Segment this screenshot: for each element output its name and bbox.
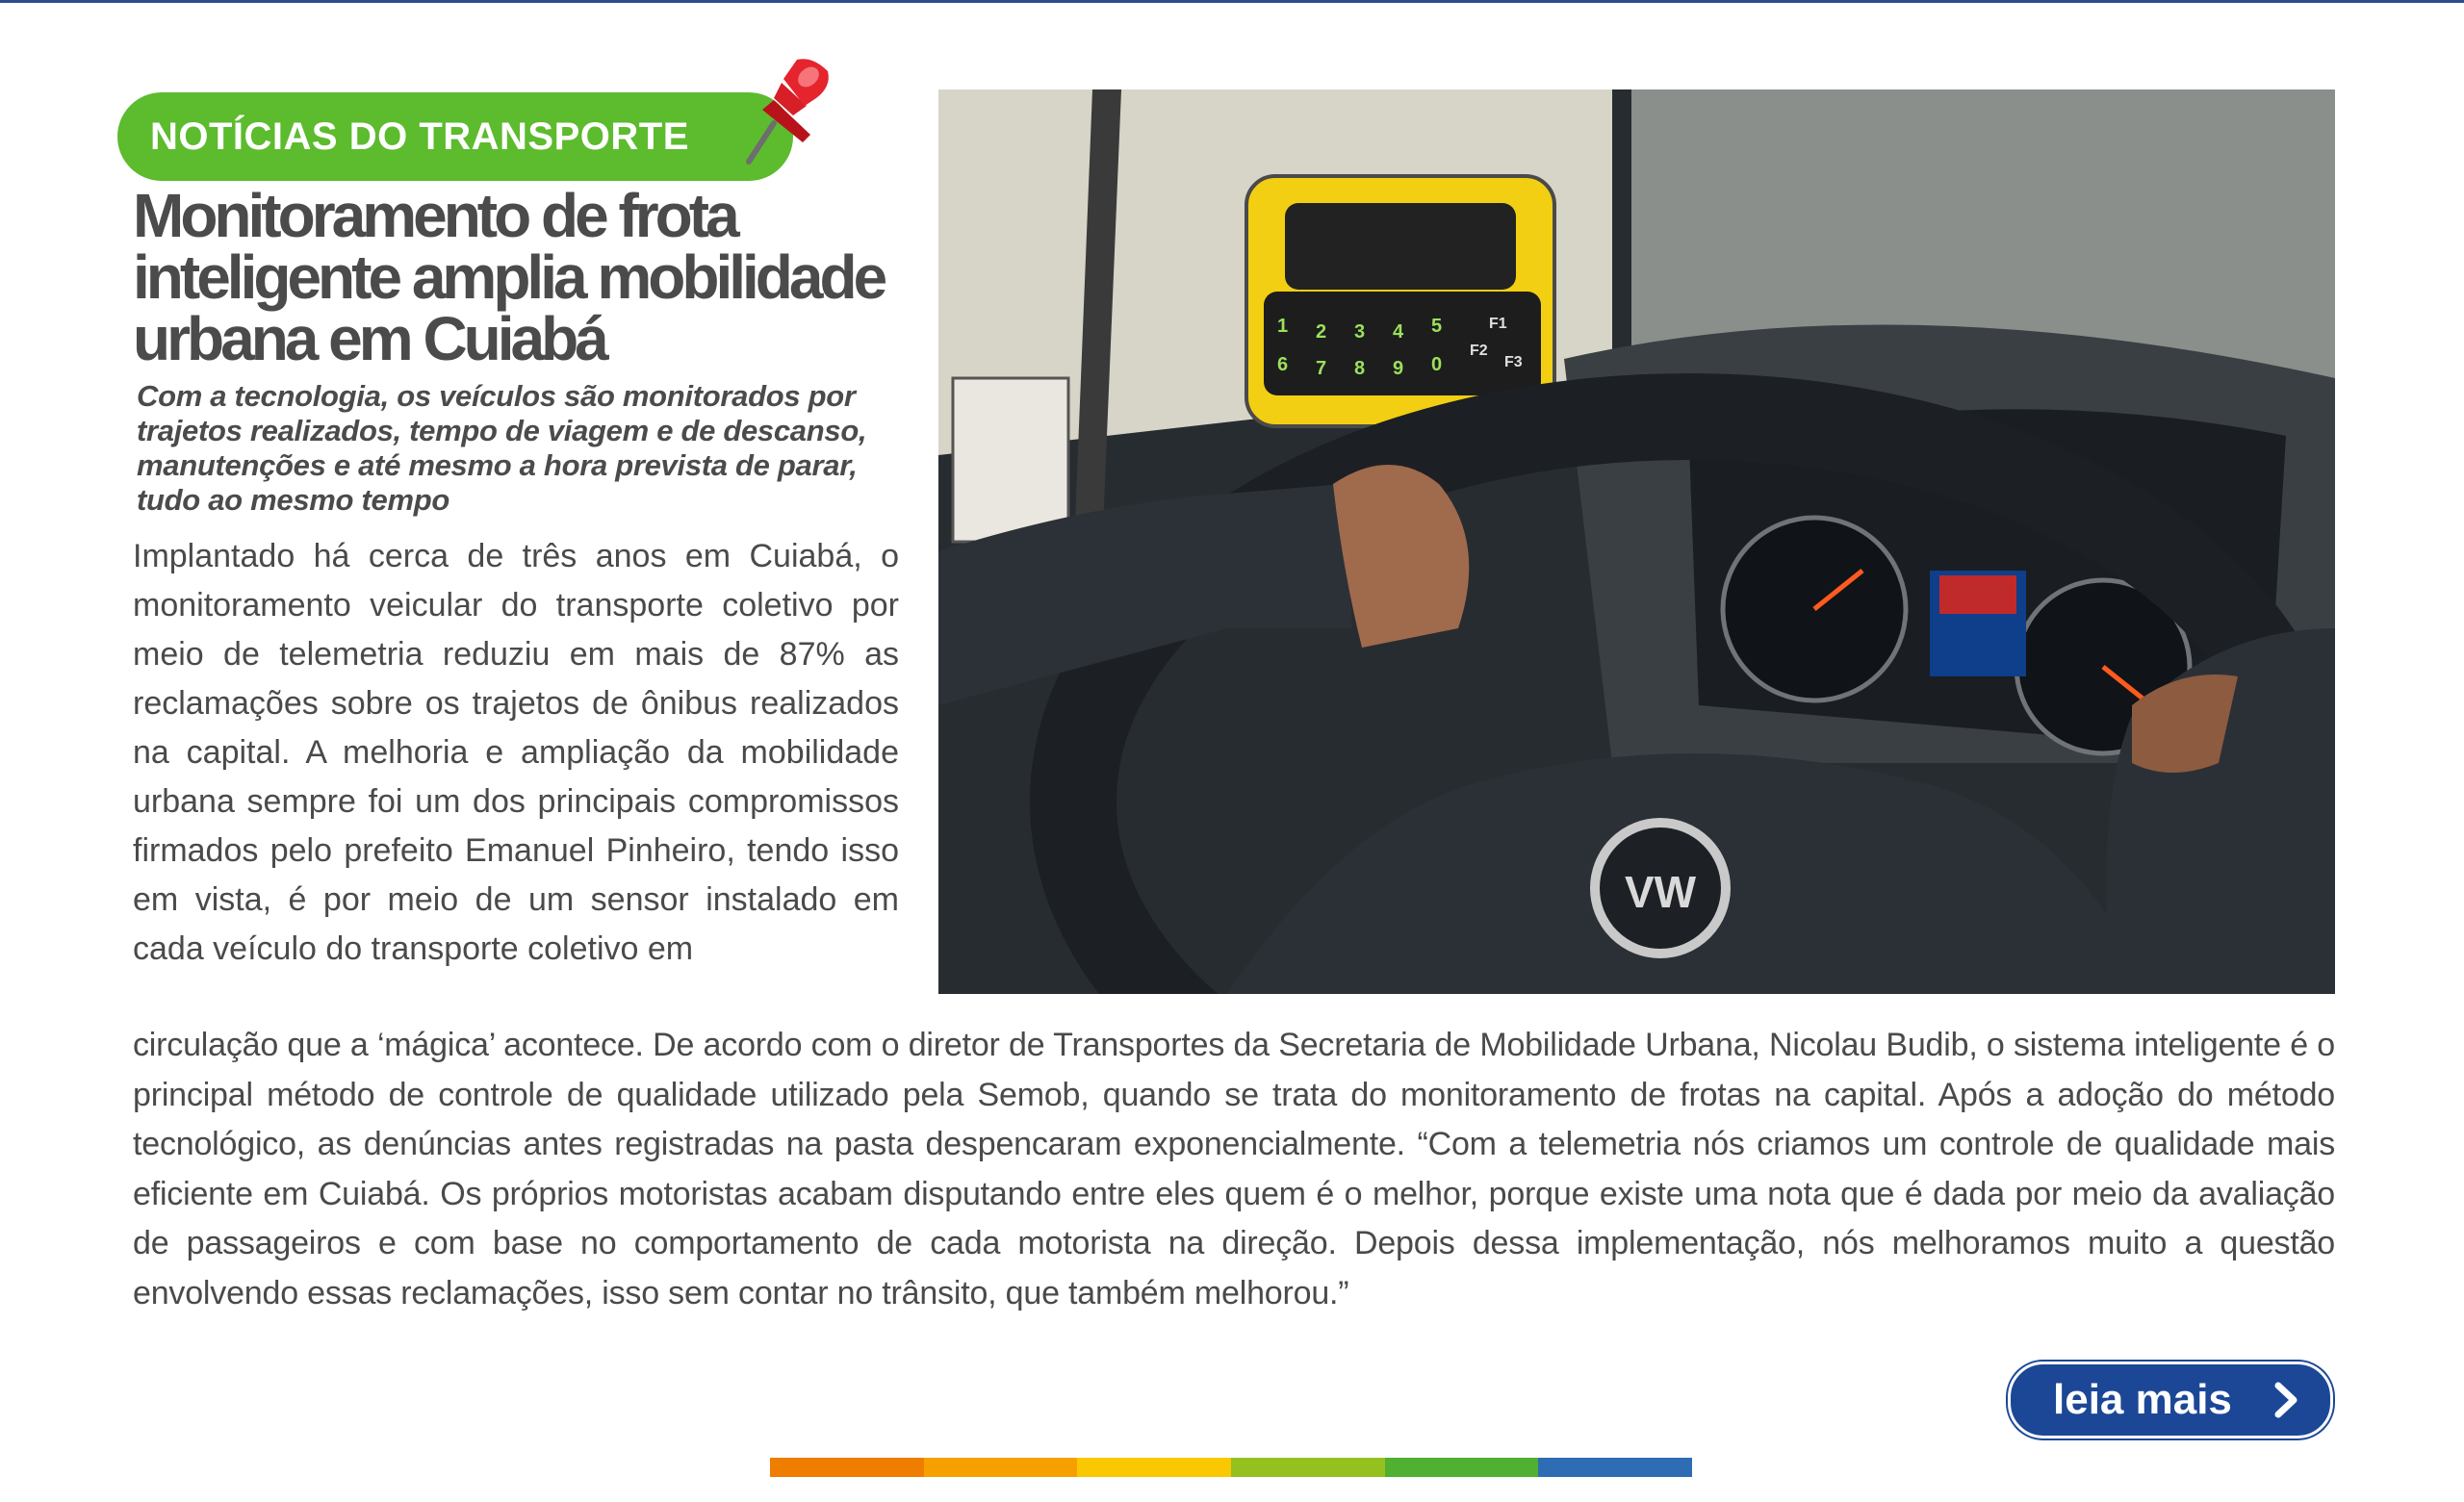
stripe-segment-5 [1385,1458,1539,1477]
svg-text:5: 5 [1431,316,1443,337]
svg-text:F3: F3 [1504,354,1523,370]
top-border-line [0,0,2464,3]
stripe-segment-1 [770,1458,924,1477]
svg-text:6: 6 [1277,354,1289,375]
svg-text:F1: F1 [1489,316,1507,332]
svg-text:3: 3 [1354,321,1366,343]
svg-text:F2: F2 [1470,343,1488,359]
article-body-column: Implantado há cerca de três anos em Cuiabá, o monitoramento veicular do transporte coletivo por meio de telemetria reduziu em mais de 87% as reclamações sobre os trajetos de ônibus realizados na capital. A melhoria e ampliação da mobilidade urbana sempre foi um dos principais compromissos firmados pelo prefeito Emanuel Pinheiro, tendo isso em vista, é por meio de um sensor instalado em cada veículo do transporte coletivo em [133,538,899,967]
svg-text:1: 1 [1277,316,1289,337]
read-more-button[interactable] [2008,1362,2333,1438]
footer-color-stripe [770,1458,1692,1477]
article-body-full: circulação que a ‘mágica’ acontece. De acordo com o diretor de Transportes da Secretaria de Mobilidade Urbana, Nicolau Budib, o sistema inteligente é o principal método de controle de qualidade utilizado pela Semob, quando se trata do monitoramento de frotas na capital. Após a adoção do método tecnológico, as denúncias antes registradas na pasta despencaram exponencialmente. “Com a telemetria nós criamos um controle de qualidade mais eficiente em Cuiabá. Os próprios motoristas acabam disputando entre eles quem é o melhor, porque existe uma nota que é dada por meio da avaliação de passageiros e com base no comportamento de cada motorista na direção. Depois dessa implementação, nós melhoramos muito a questão envolvendo essas reclamações, isso sem contar no trânsito, que também melhorou.” [133,1027,2335,1311]
svg-text:7: 7 [1316,358,1327,379]
svg-text:2: 2 [1316,321,1327,343]
svg-text:4: 4 [1393,321,1404,343]
svg-text:9: 9 [1393,358,1404,379]
article-headline: Monitoramento de frota inteligente amplia mobilidade urbana em Cuiabá [133,181,885,373]
article-subtitle: Com a tecnologia, os veículos são monitorados por trajetos realizados, tempo de viagem e de descanso, manutenções e até mesmo a hora prevista de parar, tudo ao mesmo tempo [137,379,867,517]
svg-text:8: 8 [1354,358,1366,379]
section-tag-label: NOTÍCIAS DO TRANSPORTE [150,115,689,158]
svg-text:VW: VW [1624,867,1697,917]
chevron-right-icon [2272,1382,2299,1418]
svg-text:0: 0 [1431,354,1443,375]
stripe-segment-6 [1538,1458,1692,1477]
section-tag [117,92,793,181]
read-more-label: leia mais [2053,1376,2232,1423]
stripe-segment-3 [1077,1458,1231,1477]
stripe-segment-2 [924,1458,1078,1477]
article-photo [938,89,2335,994]
stripe-segment-4 [1231,1458,1385,1477]
pushpin-icon [724,50,837,169]
